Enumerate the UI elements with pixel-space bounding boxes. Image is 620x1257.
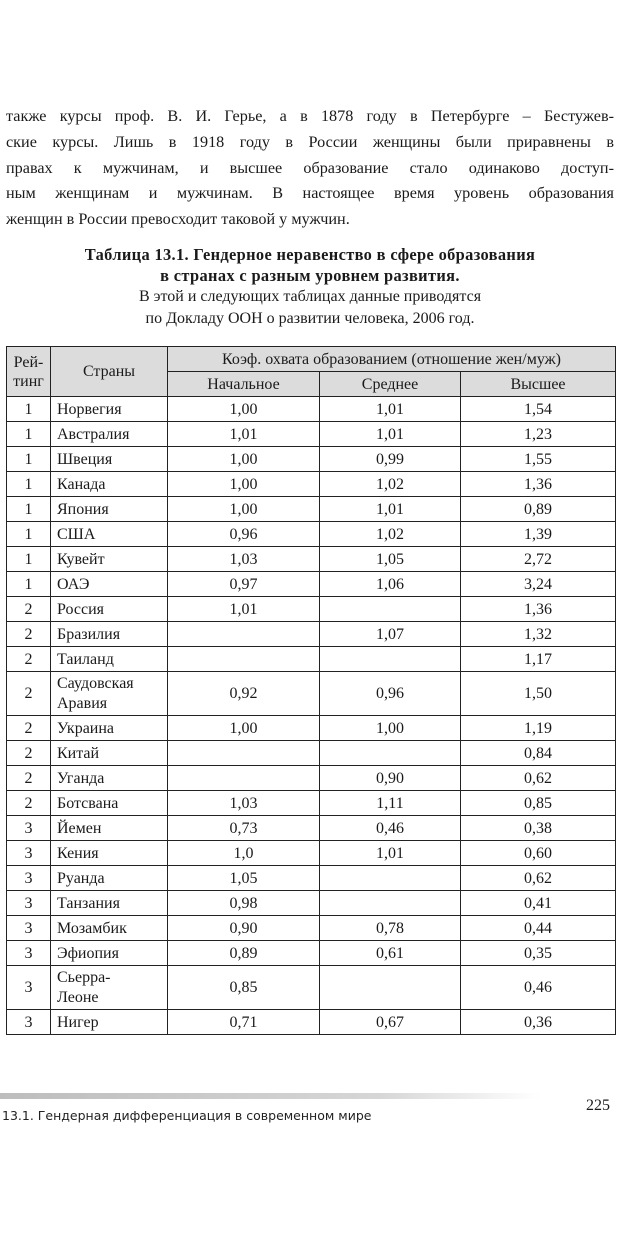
country-cell: Йемен xyxy=(51,816,168,841)
table-row xyxy=(7,841,616,866)
table-row xyxy=(7,891,616,916)
primary-value-cell: 1,00 xyxy=(168,497,320,522)
country-cell: Кения xyxy=(51,841,168,866)
higher-value-cell: 0,46 xyxy=(461,966,616,1010)
table-row xyxy=(7,597,616,622)
country-cell: США xyxy=(51,522,168,547)
secondary-value-cell: 0,96 xyxy=(320,672,461,716)
secondary-value-cell xyxy=(320,891,461,916)
country-cell: ОАЭ xyxy=(51,572,168,597)
table-row xyxy=(7,1010,616,1035)
table-title-line: в странах с разным уровнем развития. xyxy=(160,266,460,285)
country-cell: Ботсвана xyxy=(51,791,168,816)
higher-value-cell: 0,41 xyxy=(461,891,616,916)
intro-line: также курсы проф. В. И. Герье, а в 1878 году в Петербурге – Бестужев- xyxy=(6,107,614,125)
country-cell: Норвегия xyxy=(51,397,168,422)
secondary-value-cell: 0,67 xyxy=(320,1010,461,1035)
table-title-line: Таблица 13.1. Гендерное неравенство в сфере образования xyxy=(84,245,536,264)
rank-cell: 3 xyxy=(7,941,51,966)
table-row xyxy=(7,547,616,572)
footer-rule xyxy=(0,1093,540,1099)
higher-value-cell: 0,38 xyxy=(461,816,616,841)
table-row xyxy=(7,447,616,472)
header-country: Страны xyxy=(51,347,168,397)
country-line: Леоне xyxy=(57,988,99,1006)
secondary-value-cell: 1,01 xyxy=(320,841,461,866)
header-rank-line: тинг xyxy=(13,372,44,390)
rank-cell: 3 xyxy=(7,816,51,841)
country-cell: Руанда xyxy=(51,866,168,891)
page-number: 225 xyxy=(586,1097,610,1114)
primary-value-cell: 0,90 xyxy=(168,916,320,941)
secondary-value-cell: 1,02 xyxy=(320,472,461,497)
primary-value-cell xyxy=(168,741,320,766)
country-line: Аравия xyxy=(57,694,108,712)
table-note-line: В этой и следующих таблицах данные приводятся xyxy=(138,288,482,305)
table-header xyxy=(7,347,616,397)
rank-cell: 3 xyxy=(7,1010,51,1035)
primary-value-cell: 1,00 xyxy=(168,472,320,497)
table-row xyxy=(7,572,616,597)
primary-value-cell: 1,01 xyxy=(168,597,320,622)
table-row xyxy=(7,522,616,547)
rank-cell: 1 xyxy=(7,497,51,522)
secondary-value-cell: 1,00 xyxy=(320,716,461,741)
primary-value-cell: 1,00 xyxy=(168,447,320,472)
primary-value-cell: 0,92 xyxy=(168,672,320,716)
rank-cell: 2 xyxy=(7,647,51,672)
secondary-value-cell: 1,07 xyxy=(320,622,461,647)
rank-cell: 3 xyxy=(7,916,51,941)
primary-value-cell: 0,73 xyxy=(168,816,320,841)
rank-cell: 1 xyxy=(7,547,51,572)
table-row xyxy=(7,397,616,422)
higher-value-cell: 0,85 xyxy=(461,791,616,816)
intro-line: правах к мужчинам, и высшее образование стало одинаково доступ- xyxy=(6,158,614,177)
primary-value-cell: 0,71 xyxy=(168,1010,320,1035)
country-cell: Нигер xyxy=(51,1010,168,1035)
country-cell: Таиланд xyxy=(51,647,168,672)
primary-value-cell xyxy=(168,647,320,672)
secondary-value-cell: 0,78 xyxy=(320,916,461,941)
higher-value-cell: 1,39 xyxy=(461,522,616,547)
table-row xyxy=(7,672,616,716)
header-rank-line: Рей- xyxy=(13,353,44,371)
table-row xyxy=(7,741,616,766)
secondary-value-cell: 1,02 xyxy=(320,522,461,547)
higher-value-cell: 0,36 xyxy=(461,1010,616,1035)
rank-cell: 1 xyxy=(7,422,51,447)
country-cell: Мозамбик xyxy=(51,916,168,941)
country-cell: Швеция xyxy=(51,447,168,472)
table-row xyxy=(7,966,616,1010)
secondary-value-cell xyxy=(320,866,461,891)
intro-line: женщин в России превосходит таковой у мужчин. xyxy=(6,210,350,229)
rank-cell: 2 xyxy=(7,622,51,647)
header-coefficient-group: Коэф. охвата образованием (отношение жен/муж) xyxy=(168,347,616,372)
table-row xyxy=(7,497,616,522)
primary-value-cell: 1,05 xyxy=(168,866,320,891)
secondary-value-cell: 1,01 xyxy=(320,397,461,422)
table-row xyxy=(7,622,616,647)
table-row xyxy=(7,916,616,941)
higher-value-cell: 1,36 xyxy=(461,472,616,497)
primary-value-cell: 0,97 xyxy=(168,572,320,597)
rank-cell: 1 xyxy=(7,447,51,472)
higher-value-cell: 0,89 xyxy=(461,497,616,522)
rank-cell: 2 xyxy=(7,741,51,766)
country-cell: Эфиопия xyxy=(51,941,168,966)
secondary-value-cell xyxy=(320,966,461,1010)
rank-cell: 3 xyxy=(7,841,51,866)
secondary-value-cell: 0,46 xyxy=(320,816,461,841)
intro-line: ские курсы. Лишь в 1918 году в России женщины были приравнены в xyxy=(6,132,614,151)
country-line: Сьерра- xyxy=(57,968,111,986)
education-table xyxy=(6,346,616,1035)
intro-paragraph xyxy=(6,104,614,233)
header-primary: Начальное xyxy=(168,372,320,397)
higher-value-cell: 0,44 xyxy=(461,916,616,941)
header-rank xyxy=(7,347,51,397)
secondary-value-cell: 0,61 xyxy=(320,941,461,966)
higher-value-cell: 1,50 xyxy=(461,672,616,716)
rank-cell: 1 xyxy=(7,397,51,422)
country-cell: Украина xyxy=(51,716,168,741)
rank-cell: 1 xyxy=(7,522,51,547)
higher-value-cell: 0,35 xyxy=(461,941,616,966)
secondary-value-cell xyxy=(320,647,461,672)
primary-value-cell: 1,03 xyxy=(168,547,320,572)
secondary-value-cell: 1,06 xyxy=(320,572,461,597)
primary-value-cell: 1,03 xyxy=(168,791,320,816)
primary-value-cell: 1,00 xyxy=(168,716,320,741)
country-cell: Кувейт xyxy=(51,547,168,572)
secondary-value-cell: 1,11 xyxy=(320,791,461,816)
primary-value-cell: 1,01 xyxy=(168,422,320,447)
country-cell: Бразилия xyxy=(51,622,168,647)
rank-cell: 2 xyxy=(7,716,51,741)
table-note-line: по Докладу ООН о развитии человека, 2006 год. xyxy=(145,310,475,327)
rank-cell: 1 xyxy=(7,472,51,497)
country-cell: Уганда xyxy=(51,766,168,791)
country-cell: Япония xyxy=(51,497,168,522)
higher-value-cell: 1,17 xyxy=(461,647,616,672)
higher-value-cell: 1,36 xyxy=(461,597,616,622)
table-row xyxy=(7,716,616,741)
higher-value-cell: 1,19 xyxy=(461,716,616,741)
higher-value-cell: 2,72 xyxy=(461,547,616,572)
header-secondary: Среднее xyxy=(320,372,461,397)
country-cell xyxy=(51,966,168,1010)
higher-value-cell: 3,24 xyxy=(461,572,616,597)
rank-cell: 3 xyxy=(7,866,51,891)
country-cell: Танзания xyxy=(51,891,168,916)
table-row xyxy=(7,472,616,497)
rank-cell: 3 xyxy=(7,966,51,1010)
higher-value-cell: 1,54 xyxy=(461,397,616,422)
primary-value-cell: 1,00 xyxy=(168,397,320,422)
primary-value-cell: 1,0 xyxy=(168,841,320,866)
table-caption xyxy=(0,244,620,330)
country-cell: Россия xyxy=(51,597,168,622)
higher-value-cell: 0,84 xyxy=(461,741,616,766)
secondary-value-cell xyxy=(320,597,461,622)
secondary-value-cell: 1,05 xyxy=(320,547,461,572)
rank-cell: 1 xyxy=(7,572,51,597)
rank-cell: 2 xyxy=(7,597,51,622)
table-row xyxy=(7,422,616,447)
table-row xyxy=(7,816,616,841)
primary-value-cell xyxy=(168,622,320,647)
table-row xyxy=(7,647,616,672)
rank-cell: 2 xyxy=(7,791,51,816)
table-row xyxy=(7,791,616,816)
higher-value-cell: 0,62 xyxy=(461,766,616,791)
country-cell: Австралия xyxy=(51,422,168,447)
secondary-value-cell: 0,90 xyxy=(320,766,461,791)
header-higher: Высшее xyxy=(461,372,616,397)
intro-line: ным женщинам и мужчинам. В настоящее время уровень образования xyxy=(6,184,614,203)
country-line: Саудовская xyxy=(57,674,134,692)
country-cell xyxy=(51,672,168,716)
higher-value-cell: 1,23 xyxy=(461,422,616,447)
primary-value-cell: 0,85 xyxy=(168,966,320,1010)
primary-value-cell: 0,96 xyxy=(168,522,320,547)
higher-value-cell: 1,32 xyxy=(461,622,616,647)
secondary-value-cell: 1,01 xyxy=(320,497,461,522)
rank-cell: 3 xyxy=(7,891,51,916)
table-row xyxy=(7,941,616,966)
secondary-value-cell: 0,99 xyxy=(320,447,461,472)
primary-value-cell: 0,89 xyxy=(168,941,320,966)
table-row xyxy=(7,866,616,891)
higher-value-cell: 0,62 xyxy=(461,866,616,891)
secondary-value-cell xyxy=(320,741,461,766)
higher-value-cell: 1,55 xyxy=(461,447,616,472)
primary-value-cell xyxy=(168,766,320,791)
table-row xyxy=(7,766,616,791)
country-cell: Канада xyxy=(51,472,168,497)
rank-cell: 2 xyxy=(7,766,51,791)
table-body xyxy=(7,397,616,1035)
rank-cell: 2 xyxy=(7,672,51,716)
higher-value-cell: 0,60 xyxy=(461,841,616,866)
secondary-value-cell: 1,01 xyxy=(320,422,461,447)
running-title: 13.1. Гендерная дифференциация в современном мире xyxy=(2,1108,372,1123)
country-cell: Китай xyxy=(51,741,168,766)
primary-value-cell: 0,98 xyxy=(168,891,320,916)
